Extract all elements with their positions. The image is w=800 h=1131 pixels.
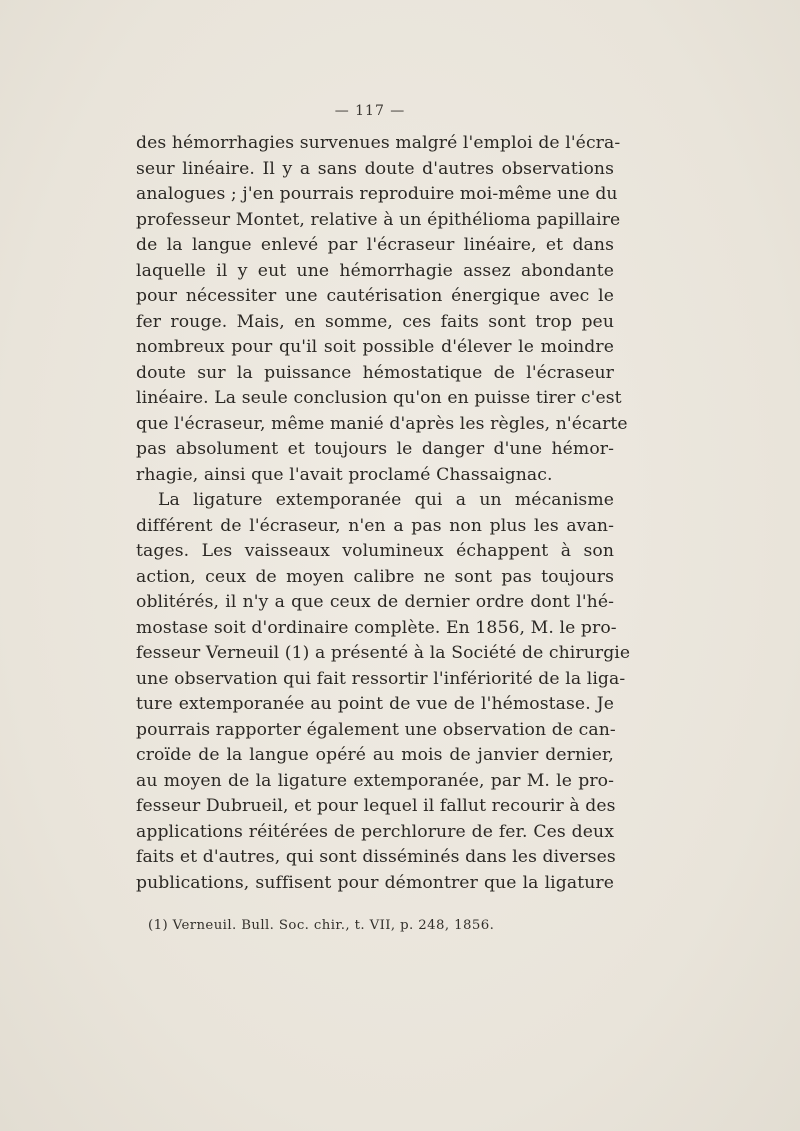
page-number: — 117 — [334,103,406,119]
text-line: différent de l'écraseur, n'en a pas non plus les avan- [136,515,614,536]
text-line: action, ceux de moyen calibre ne sont pas toujours [136,566,614,587]
text-line: pourrais rapporter également une observation de can- [136,719,616,740]
text-line: fesseur Dubrueil, et pour lequel il fallut recourir à des [136,796,616,816]
paragraph-1 [136,131,628,488]
text-line: pas absolument et toujours le danger d'une hémor- [136,439,614,459]
text-line: que l'écraseur, même manié d'après les règles, n'écarte [136,413,628,434]
text-line: ture extemporanée au point de vue de l'hémostase. Je [136,694,614,714]
text-line: analogues ; j'en pourrais reproduire moi-même une du [136,184,618,204]
text-line: tages. Les vaisseaux volumineux échappent à son [136,541,614,561]
text-line: au moyen de la ligature extemporanée, par M. le pro- [136,770,614,791]
paragraph-2 [136,488,631,896]
text-line: de la langue enlevé par l'écraseur linéaire, et dans [136,235,614,255]
text-line: pour nécessiter une cautérisation énergique avec le [136,286,614,306]
text-line: fer rouge. Mais, en somme, ces faits sont trop peu [136,311,614,332]
text-line: applications réitérées de perchlorure de fer. Ces deux [136,821,614,842]
text-line: faits et d'autres, qui sont disséminés dans les diverses [136,847,616,867]
text-line: rhagie, ainsi que l'avait proclamé Chassaignac. [136,464,553,485]
text-line: oblitérés, il n'y a que ceux de dernier ordre dont l'hé- [136,592,614,612]
text-line: mostase soit d'ordinaire complète. En 1856, M. le pro- [136,617,617,638]
text-line: laquelle il y eut une hémorrhagie assez abondante [136,260,614,281]
text-line: une observation qui fait ressortir l'infériorité de la liga- [136,668,626,689]
text-line: seur linéaire. Il y a sans doute d'autres observations [136,158,614,179]
text-line: publications, suffisent pour démontrer que la ligature [136,872,614,893]
text-line: doute sur la puissance hémostatique de l'écraseur [136,362,614,383]
text-line: nombreux pour qu'il soit possible d'élever le moindre [136,337,614,357]
text-line: linéaire. La seule conclusion qu'on en puisse tirer c'est [136,388,622,408]
text-line: fesseur Verneuil (1) a présenté à la Société de chirurgie [136,643,631,663]
text-line: croïde de la langue opéré au mois de janvier dernier, [136,745,614,765]
text-line: La ligature extemporanée qui a un mécanisme [158,490,614,510]
body-text [136,131,631,896]
text-line: professeur Montet, relative à un épithélioma papillaire [136,209,621,230]
footnote: (1) Verneuil. Bull. Soc. chir., t. VII, p. 248, 1856. [148,918,495,933]
text-line: des hémorrhagies survenues malgré l'emploi de l'écra- [136,133,621,153]
